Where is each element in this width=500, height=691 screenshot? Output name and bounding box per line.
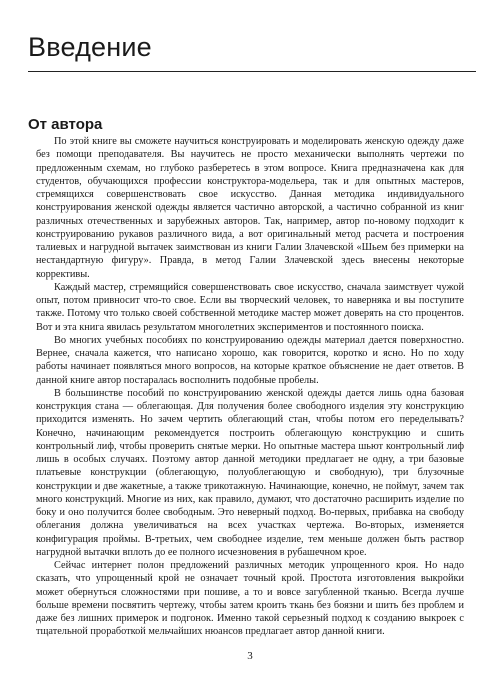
- chapter-title-rule: [28, 71, 476, 72]
- body-text: [36, 135, 464, 639]
- page-number: 3: [247, 650, 253, 662]
- paragraph: По этой книге вы сможете научиться конструировать и моделировать женскую одежду даже без помощи преподавателя. Вы научитесь не просто механически выполнять чертежи по предложенным схемам, но глубоко разберетесь в этом вопросе. Книга предназначена как для студентов, обучающихся профессии конструктора-модельера, так и для опытных мастеров, стремящихся совершенствовать свое искусство. Данная методика индивидуального конструирования женской одежды является частично авторской, а частично собранной из книг различных отечественных и зарубежных авторов. Так, например, автор по-новому подходит к конструированию рукавов различного вида, а вот оригинальный метод расчета и построения талиевых и нагрудной вытачек заимствован из книги Галии Злачевской «Шьем без примерки на нестандартную фигуру». Правда, в метод Галии Злачевской здесь внесены некоторые коррективы.: [36, 136, 464, 280]
- paragraph: Сейчас интернет полон предложений различных методик упрощенного кроя. Но надо сказать, что упрощенный крой не означает точный крой. Простота изготовления выкройки может обернуться сложностями при пошиве, а то и вовсе загубленной тканью. Всегда лучше больше времени посвятить чертежу, чтобы затем кроить ткань без боязни и шить без проблем и даже без лишних примерок и подгонок. Именно такой серьезный подход к созданию выкроек с тщательной проработкой мельчайших нюансов предлагает автор данной книги.: [36, 560, 464, 638]
- section-title: От автора: [28, 116, 103, 133]
- paragraph: В большинстве пособий по конструированию женской одежды дается лишь одна базовая конструкция стана — облегающая. Для получения более свободного изделия эту конструкцию приходится изменять. Но зачем чертить облегающий стан, чтобы потом его переделывать? Конечно, начинающим рекомендуется построить облегающую конструкцию и сшить контрольный лиф, чтобы проверить снятые мерки. Но опытные мастера шьют контрольный лиф лишь в особых случаях. Поэтому автор данной методики предлагает не одну, а три базовые платьевые конструкции (облегающую, полуоблегающую и свободную), три блузочные конструкции и две жакетные, а также трикотажную. Начинающие, конечно, не поймут, зачем так много конструкций. Многие из них, как правило, думают, что достаточно расширить изделие по боку и оно получится более свободным. Это неверный подход. Во-первых, прибавка на свободу облегания должна увеличиваться на всех участках чертежа. Во-вторых, изменяется конфигурация проймы. В-третьих, чем свободнее изделие, тем меньше должен быть раствор нагрудной вытачки вплоть до ее полного исчезновения в рубашечном крое.: [36, 387, 464, 558]
- paragraph: Во многих учебных пособиях по конструированию одежды материал дается поверхностно. Вернее, сначала кажется, что написано хорошо, как говорится, коротко и ясно. Но по ходу работы начинает появляться много вопросов, на которые краткое объяснение не дает ответов. В данной книге автор постаралась восполнить подобные пробелы.: [36, 334, 464, 386]
- paragraph: Каждый мастер, стремящийся совершенствовать свое искусство, сначала заимствует чужой опыт, потом привносит что-то свое. Если вы творческий человек, то наверняка и вы поступите также. Потому что только своей собственной методике мастер может доверять на сто процентов. Вот и эта книга явилась результатом многолетних экспериментов и постоянного поиска.: [36, 281, 464, 333]
- chapter-title: Введение: [28, 32, 152, 62]
